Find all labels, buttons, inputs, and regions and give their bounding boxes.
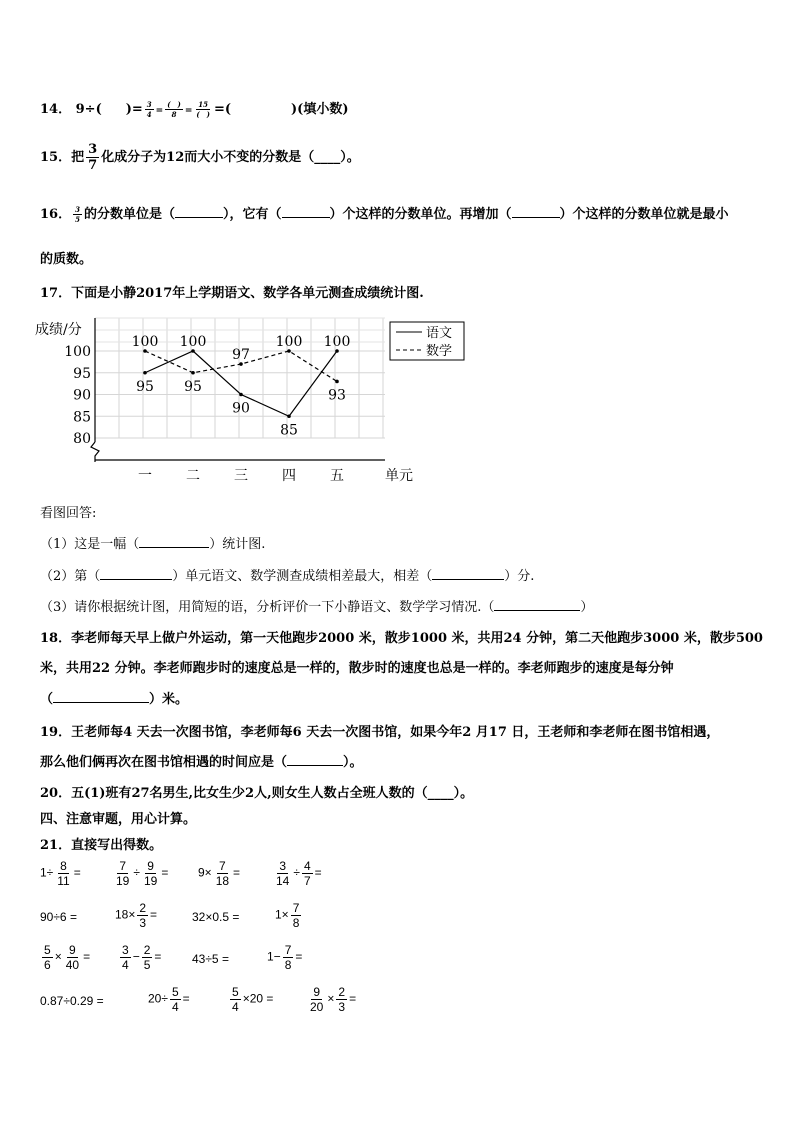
question-18: 18．李老师每天早上做户外运动，第一天他跑步2000 米，散步1000 米，共用24 分钟，第二天他跑步3000 米，散步500 (40, 631, 763, 646)
data-point (239, 393, 243, 397)
data-label: 90 (232, 400, 250, 417)
legend-label: 语文 (426, 326, 453, 341)
data-label: 100 (323, 334, 351, 350)
answer-blank[interactable] (432, 579, 504, 580)
data-label: 95 (136, 378, 154, 395)
y-axis-label: 成绩/分 (35, 322, 82, 338)
calc-item: $\frac{9}{20}$ × $\frac{2}{3}$ = (310, 985, 357, 1014)
chart-question-label: 看图回答: (40, 506, 97, 521)
answer-blank[interactable] (53, 702, 149, 703)
answer-blank[interactable] (139, 547, 209, 548)
calc-item: $\frac{3}{14}$ ÷ $\frac{4}{7}$ = (276, 859, 322, 888)
fraction: $\frac{9}{20}$ (310, 985, 324, 1014)
calc-item: 18× $\frac{2}{3}$ = (115, 901, 158, 930)
fraction: $\frac{9}{40}$ (65, 943, 80, 972)
x-category-label: 四 (282, 468, 296, 484)
fraction: $\frac{7}{8}$ (284, 943, 292, 972)
answer-blank[interactable] (100, 579, 172, 580)
fraction: $\frac{15}{( )}$ (196, 100, 210, 119)
fraction: $\frac{( )}{8}$ (167, 100, 181, 119)
chart-y-ticks (64, 344, 91, 447)
legend-label: 数学 (426, 344, 453, 359)
fraction: $\frac{7}{19}$ (116, 859, 130, 888)
fraction: $\frac{7}{18}$ (215, 859, 230, 888)
data-point (287, 414, 291, 418)
y-tick-label: 85 (73, 409, 91, 426)
data-label: 93 (328, 387, 346, 404)
data-point (335, 380, 339, 384)
line-chart (30, 310, 470, 490)
calc-item: 1− $\frac{7}{8}$ = (267, 943, 303, 972)
fraction: $\frac{8}{11}$ (57, 859, 70, 888)
data-label: 100 (179, 334, 207, 350)
fraction: $\frac{5}{4}$ (171, 985, 179, 1014)
calc-item: $\frac{3}{4}$ − $\frac{2}{5}$ = (122, 943, 162, 972)
section-4-title: 四、注意审题，用心计算。 (40, 812, 197, 827)
question-19: 19．王老师每4 天去一次图书馆，李老师每6 天去一次图书馆，如果今年2 月17 日，王老师和李老师在图书馆相遇， (40, 725, 720, 740)
sub-question-1: （1）这是一幅（ ）统计图. (40, 537, 266, 552)
question-16-cont: 的质数。 (40, 252, 93, 267)
x-category-label: 五 (330, 468, 344, 484)
answer-blank[interactable] (287, 765, 343, 766)
x-category-label: 二 (186, 468, 200, 484)
data-point (143, 371, 147, 375)
question-16: 16． $\frac{3}{5}$ 的分数单位是（ ），它有（ ）个这样的分数单位。再增加（ ）个这样的分数单位就是最小 (40, 205, 729, 224)
fraction: $\frac{7}{8}$ (292, 901, 300, 930)
fraction: $\frac{3}{4}$ (122, 943, 129, 972)
calc-item: 9× $\frac{7}{18}$ = (198, 859, 241, 888)
y-tick-label: 90 (73, 387, 91, 404)
sub-question-3: （3）请你根据统计图，用简短的语，分析评价一下小静语文、数学学习情况.（ ） (40, 600, 594, 615)
fraction: $\frac{2}{5}$ (143, 943, 151, 972)
y-tick-label: 100 (64, 344, 91, 360)
data-label: 100 (131, 334, 159, 350)
calc-item: 90÷6 = (40, 910, 77, 924)
chart-axes (35, 318, 413, 484)
data-label: 95 (184, 378, 202, 395)
y-tick-label: 80 (73, 431, 91, 447)
y-tick-label: 95 (73, 365, 91, 382)
calc-item: $\frac{7}{19}$ ÷ $\frac{9}{19}$ = (116, 859, 169, 888)
chart-data-labels (132, 334, 351, 438)
x-category-label: 三 (234, 468, 248, 484)
fraction: $\frac{3}{14}$ (276, 859, 290, 888)
x-category-label: 一 (138, 468, 152, 484)
question-18-answer: （ ）米。 (40, 692, 189, 707)
calc-item: $\frac{5}{4}$ ×20 = (232, 985, 274, 1014)
answer-blank[interactable] (494, 610, 580, 611)
fraction: $\frac{4}{7}$ (303, 859, 311, 888)
answer-blank[interactable] (282, 217, 330, 218)
calc-item: 20÷ $\frac{5}{4}$ = (148, 985, 190, 1014)
fraction: $\frac{5}{6}$ (44, 943, 51, 972)
question-19-cont: 那么他们俩再次在图书馆相遇的时间应是（ ）。 (40, 755, 363, 770)
x-axis-label: 单元 (385, 468, 413, 484)
data-label: 85 (280, 422, 298, 439)
fraction: $\frac{2}{3}$ (338, 985, 346, 1014)
data-point (191, 371, 195, 375)
fraction: $\frac{3}{4}$ (146, 100, 152, 119)
sub-question-2: （2）第（ ）单元语文、数学测查成绩相差最大，相差（ ）分. (40, 569, 535, 584)
axis-break (91, 442, 99, 462)
fraction: $\frac{9}{19}$ (143, 859, 158, 888)
question-20: 20．五(1)班有27名男生,比女生少2人,则女生人数占全班人数的（____）。 (40, 786, 474, 801)
answer-blank[interactable] (512, 217, 560, 218)
calc-item: 1× $\frac{7}{8}$ (275, 901, 300, 930)
fraction: $\frac{2}{3}$ (139, 901, 147, 930)
calc-item: 32×0.5 = (192, 910, 240, 924)
data-label: 97 (232, 347, 250, 364)
question-21: 21．直接写出得数。 (40, 838, 163, 853)
fraction: $\frac{5}{4}$ (232, 985, 239, 1014)
fraction: $\frac{3}{5}$ (75, 205, 80, 224)
answer-blank[interactable] (175, 217, 223, 218)
calc-item: 43÷5 = (192, 952, 229, 966)
question-14: 14． 9÷( )= $\frac{3}{4}$ = $\frac{( )}{8}$ = $\frac{15}{( )}$ =( )(填小数) (40, 100, 349, 119)
calc-item: 1÷ $\frac{8}{11}$ = (40, 859, 81, 888)
chart-legend (390, 322, 464, 360)
question-18-cont: 米，共用22 分钟。李老师跑步时的速度总是一样的，散步时的速度也总是一样的。李老师跑步的速度是每分钟 (40, 661, 674, 676)
calc-item: $\frac{5}{6}$ × $\frac{9}{40}$ = (44, 943, 91, 972)
data-label: 100 (275, 334, 303, 350)
fraction: $\frac{3}{7}$ (88, 142, 98, 173)
question-15: 15．把 $\frac{3}{7}$ 化成分子为12而大小不变的分数是（____）。 (40, 142, 360, 173)
question-17: 17．下面是小静2017年上学期语文、数学各单元测查成绩统计图. (40, 286, 424, 301)
chart-x-categories (138, 468, 344, 484)
calc-item: 0.87÷0.29 = (40, 994, 104, 1008)
